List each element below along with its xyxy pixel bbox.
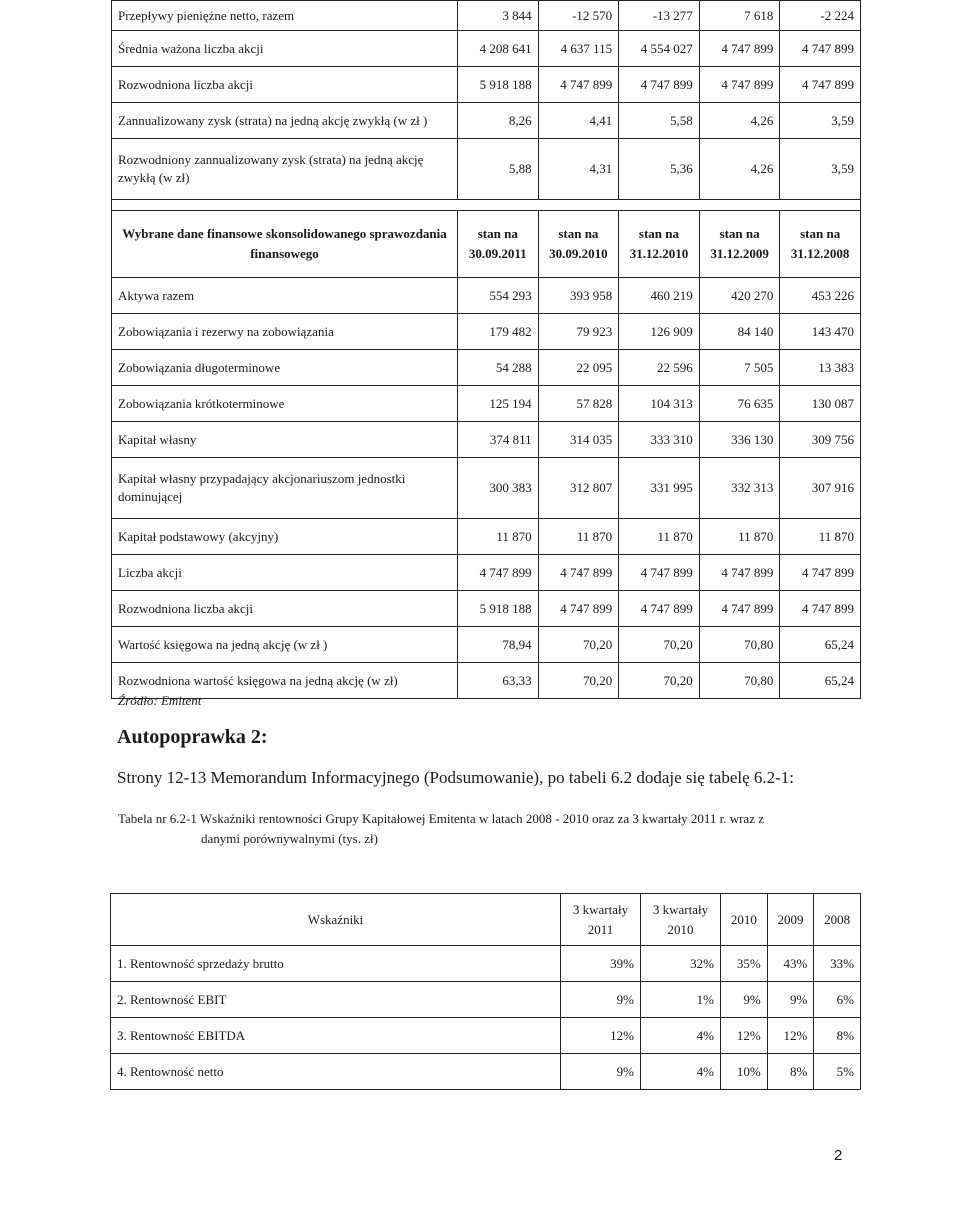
cell-value: 4,26 <box>699 139 780 200</box>
cell-value: 4,41 <box>538 103 619 139</box>
table-separator-row <box>112 200 861 211</box>
header-col: 2009 <box>767 894 814 946</box>
cell-value: 104 313 <box>619 386 700 422</box>
header-col-line2: 2010 <box>667 921 694 937</box>
cell-value: 4 747 899 <box>699 591 780 627</box>
cell-value: 4 747 899 <box>619 67 700 103</box>
cell-value: 5 918 188 <box>458 67 539 103</box>
cell-value: 70,80 <box>699 663 780 699</box>
cell-value: 4,31 <box>538 139 619 200</box>
header-col-line2: 31.12.2010 <box>629 246 689 261</box>
cell-value: 70,20 <box>619 663 700 699</box>
table-row <box>112 350 861 386</box>
row-label: 2. Rentowność EBIT <box>111 982 561 1018</box>
cell-value: 4% <box>641 1054 721 1090</box>
cell-value: 3 844 <box>458 1 539 31</box>
cell-value: 420 270 <box>699 278 780 314</box>
row-label: 4. Rentowność netto <box>111 1054 561 1090</box>
cell-value: 393 958 <box>538 278 619 314</box>
table-row <box>111 1018 861 1054</box>
table-row <box>112 422 861 458</box>
table-row <box>112 278 861 314</box>
cell-value: 65,24 <box>780 627 861 663</box>
cell-value: 333 310 <box>619 422 700 458</box>
cell-value: 12% <box>561 1018 641 1054</box>
cell-value: 8,26 <box>458 103 539 139</box>
cell-value: 8% <box>767 1054 814 1090</box>
cell-value: 13 383 <box>780 350 861 386</box>
cell-value: 4 208 641 <box>458 31 539 67</box>
table-row <box>112 591 861 627</box>
header-col-line2: 31.12.2008 <box>790 246 850 261</box>
row-label: Zannualizowany zysk (strata) na jedną akcję zwykłą (w zł ) <box>112 103 458 139</box>
cell-value: 7 505 <box>699 350 780 386</box>
source-note: Źródło: Emitent <box>118 693 202 708</box>
cell-value: 33% <box>814 946 861 982</box>
cell-value: 126 909 <box>619 314 700 350</box>
header-col-line1: 3 kwartały <box>652 902 709 917</box>
cell-value: 453 226 <box>780 278 861 314</box>
cell-value: 331 995 <box>619 458 700 519</box>
cell-value: 1% <box>641 982 721 1018</box>
cell-value: 9% <box>561 1054 641 1090</box>
table-row <box>112 67 861 103</box>
cell-value: 4 747 899 <box>619 555 700 591</box>
header-col <box>780 211 861 278</box>
cell-value: 143 470 <box>780 314 861 350</box>
table-row <box>112 458 861 519</box>
header-col <box>619 211 700 278</box>
header-col <box>641 894 721 946</box>
table-row <box>112 103 861 139</box>
cell-value: 22 596 <box>619 350 700 386</box>
row-label: Kapitał podstawowy (akcyjny) <box>112 519 458 555</box>
header-col-line2: 31.12.2009 <box>710 246 769 261</box>
cell-value: -2 224 <box>780 1 861 31</box>
table-row <box>112 519 861 555</box>
cell-value: 11 870 <box>699 519 780 555</box>
table-row <box>111 1054 861 1090</box>
header-col-line1: stan na <box>477 225 518 241</box>
row-label: Wartość księgowa na jedną akcję (w zł ) <box>112 627 458 663</box>
cell-value: 460 219 <box>619 278 700 314</box>
cell-value: 4 747 899 <box>780 591 861 627</box>
cell-value: 307 916 <box>780 458 861 519</box>
row-label: Średnia ważona liczba akcji <box>112 31 458 67</box>
profitability-table <box>110 893 861 1090</box>
header-col <box>561 894 641 946</box>
cell-value: 4 747 899 <box>538 555 619 591</box>
table-row <box>112 663 861 699</box>
table-row <box>111 946 861 982</box>
cell-value: 7 618 <box>699 1 780 31</box>
cell-value: 9% <box>767 982 814 1018</box>
cell-value: 309 756 <box>780 422 861 458</box>
cell-value: 11 870 <box>780 519 861 555</box>
table-row <box>112 555 861 591</box>
table-row <box>112 1 861 31</box>
cell-value: 314 035 <box>538 422 619 458</box>
header-col-line1: 3 kwartały <box>572 902 629 917</box>
cell-value: 12% <box>767 1018 814 1054</box>
cell-value: 4 747 899 <box>780 31 861 67</box>
header-col <box>699 211 780 278</box>
cell-value: 8% <box>814 1018 861 1054</box>
cell-value: 78,94 <box>458 627 539 663</box>
table-row <box>111 982 861 1018</box>
header-col-line1: stan na <box>558 225 599 241</box>
cell-value: 4 747 899 <box>538 67 619 103</box>
cell-value: 4 554 027 <box>619 31 700 67</box>
row-label: Zobowiązania długoterminowe <box>112 350 458 386</box>
page-number: 2 <box>834 1147 843 1164</box>
table-row <box>112 386 861 422</box>
table-row <box>112 314 861 350</box>
cell-value: 54 288 <box>458 350 539 386</box>
header-col <box>458 211 539 278</box>
cell-value: 84 140 <box>699 314 780 350</box>
cell-value: 3,59 <box>780 103 861 139</box>
cell-value: 9% <box>561 982 641 1018</box>
cell-value: 554 293 <box>458 278 539 314</box>
cell-value: 11 870 <box>619 519 700 555</box>
cell-value: 57 828 <box>538 386 619 422</box>
cell-value: 11 870 <box>538 519 619 555</box>
row-label: Rozwodniona liczba akcji <box>112 67 458 103</box>
cell-value: 179 482 <box>458 314 539 350</box>
header-col-line2: 2011 <box>587 921 614 937</box>
row-label: 1. Rentowność sprzedaży brutto <box>111 946 561 982</box>
caption-line1: Tabela nr 6.2-1 Wskaźniki rentowności Grupy Kapitałowej Emitenta w latach 2008 - 2010 oraz za 3 kwartały 2011 r. wraz z <box>118 811 764 826</box>
table-row <box>112 31 861 67</box>
header-col-line2: 30.09.2011 <box>468 246 527 261</box>
cell-value: 70,20 <box>538 663 619 699</box>
cell-value: 4 637 115 <box>538 31 619 67</box>
cell-value: 4 747 899 <box>780 67 861 103</box>
cell-value: 4 747 899 <box>458 555 539 591</box>
cell-value: 3,59 <box>780 139 861 200</box>
row-label: Rozwodniony zannualizowany zysk (strata) na jedną akcję zwykłą (w zł) <box>112 139 458 200</box>
cell-value: 70,20 <box>538 627 619 663</box>
cell-value: 4 747 899 <box>699 555 780 591</box>
cell-value: 12% <box>721 1018 768 1054</box>
cell-value: 5% <box>814 1054 861 1090</box>
cell-value: 70,20 <box>619 627 700 663</box>
cell-value: 65,24 <box>780 663 861 699</box>
cell-value: 4 747 899 <box>619 591 700 627</box>
cell-value: 4 747 899 <box>780 555 861 591</box>
table-row <box>112 627 861 663</box>
row-label: Rozwodniona liczba akcji <box>112 591 458 627</box>
cell-value: 4 747 899 <box>699 31 780 67</box>
header-col-line2: 30.09.2010 <box>549 246 608 261</box>
row-label: Zobowiązania i rezerwy na zobowiązania <box>112 314 458 350</box>
cell-value: 35% <box>721 946 768 982</box>
table-row <box>112 139 861 200</box>
row-label: Przepływy pieniężne netto, razem <box>112 1 458 31</box>
cell-value: 43% <box>767 946 814 982</box>
table-header-row <box>111 894 861 946</box>
cell-value: 10% <box>721 1054 768 1090</box>
section-heading: Autopoprawka 2: <box>117 726 268 748</box>
cell-value: -13 277 <box>619 1 700 31</box>
header-title: Wybrane dane finansowe skonsolidowanego sprawozdania finansowego <box>112 211 458 278</box>
cell-value: 374 811 <box>458 422 539 458</box>
header-col-line1: stan na <box>638 225 680 241</box>
cell-value: 11 870 <box>458 519 539 555</box>
cell-value: 130 087 <box>780 386 861 422</box>
cell-value: 4 747 899 <box>538 591 619 627</box>
caption-line2: danymi porównywalnymi (tys. zł) <box>201 831 378 847</box>
header-col <box>538 211 619 278</box>
row-label: Rozwodniona wartość księgowa na jedną akcję (w zł) <box>112 663 458 699</box>
cell-value: 5,36 <box>619 139 700 200</box>
cell-value: 4 747 899 <box>699 67 780 103</box>
table-header-row <box>112 211 861 278</box>
row-label: Liczba akcji <box>112 555 458 591</box>
cell-value: 4% <box>641 1018 721 1054</box>
cell-value: 4,26 <box>699 103 780 139</box>
header-col: 2010 <box>721 894 768 946</box>
row-label: Aktywa razem <box>112 278 458 314</box>
row-label: Kapitał własny przypadający akcjonariuszom jednostki dominującej <box>112 458 458 519</box>
row-label: Kapitał własny <box>112 422 458 458</box>
separator-cell <box>112 200 861 211</box>
cell-value: 336 130 <box>699 422 780 458</box>
row-label: 3. Rentowność EBITDA <box>111 1018 561 1054</box>
header-col: 2008 <box>814 894 861 946</box>
cell-value: 32% <box>641 946 721 982</box>
header-col-line1: stan na <box>719 225 760 241</box>
cell-value: 39% <box>561 946 641 982</box>
cell-value: 5 918 188 <box>458 591 539 627</box>
header-col-line1: stan na <box>800 225 841 241</box>
table-caption <box>118 809 838 849</box>
cell-value: 9% <box>721 982 768 1018</box>
cell-value: -12 570 <box>538 1 619 31</box>
cell-value: 125 194 <box>458 386 539 422</box>
cell-value: 5,88 <box>458 139 539 200</box>
financial-data-table <box>111 0 861 699</box>
cell-value: 300 383 <box>458 458 539 519</box>
cell-value: 5,58 <box>619 103 700 139</box>
cell-value: 76 635 <box>699 386 780 422</box>
cell-value: 22 095 <box>538 350 619 386</box>
body-paragraph: Strony 12-13 Memorandum Informacyjnego (Podsumowanie), po tabeli 6.2 dodaje się tabelę 6.2-1: <box>117 768 795 787</box>
cell-value: 332 313 <box>699 458 780 519</box>
cell-value: 70,80 <box>699 627 780 663</box>
cell-value: 79 923 <box>538 314 619 350</box>
cell-value: 6% <box>814 982 861 1018</box>
row-label: Zobowiązania krótkoterminowe <box>112 386 458 422</box>
cell-value: 312 807 <box>538 458 619 519</box>
header-title: Wskaźniki <box>111 894 561 946</box>
cell-value: 63,33 <box>458 663 539 699</box>
